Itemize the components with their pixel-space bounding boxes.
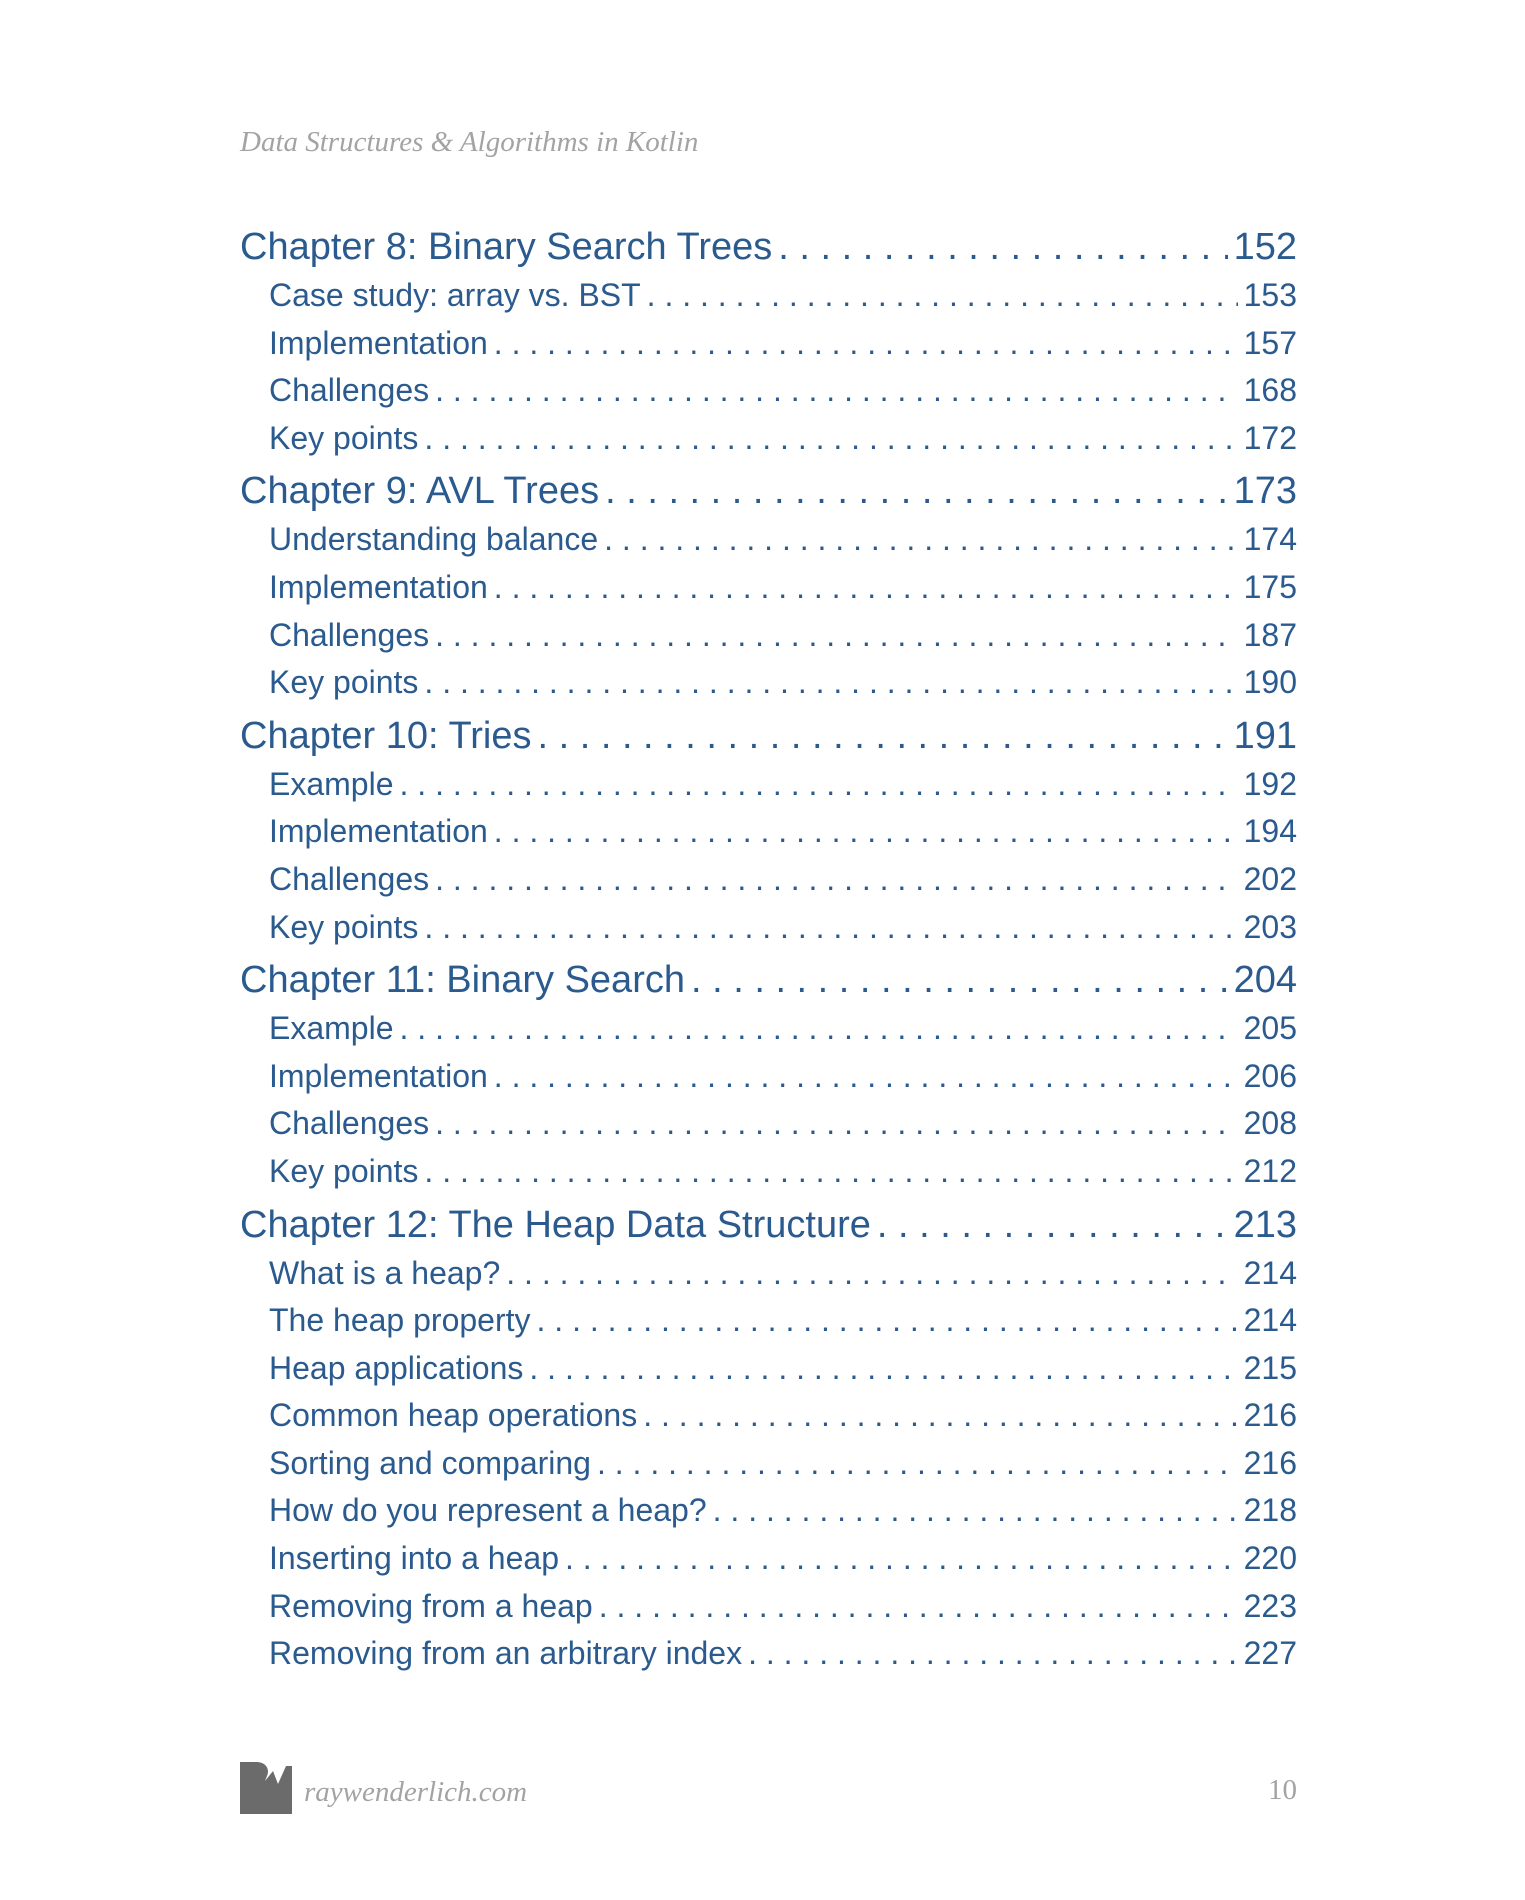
toc-dot-leader bbox=[565, 1535, 1238, 1583]
toc-dot-leader bbox=[400, 1005, 1238, 1053]
raywenderlich-logo-icon bbox=[240, 1762, 292, 1814]
toc-dot-leader bbox=[537, 711, 1227, 761]
toc-chapter-page: 204 bbox=[1233, 959, 1297, 1002]
toc-dot-leader bbox=[599, 1583, 1238, 1631]
toc-chapter-page: 152 bbox=[1233, 226, 1297, 268]
toc-section-title: Example bbox=[269, 765, 394, 802]
toc-chapter-page: 173 bbox=[1233, 470, 1297, 513]
toc-dot-leader bbox=[494, 320, 1238, 368]
toc-section-title: Key points bbox=[269, 419, 419, 456]
toc-section-page: 206 bbox=[1243, 1057, 1297, 1094]
toc-section-page: 212 bbox=[1243, 1152, 1297, 1189]
toc-chapter-10 bbox=[240, 711, 1297, 951]
toc-section-page: 227 bbox=[1243, 1635, 1297, 1672]
toc-dot-leader bbox=[424, 904, 1237, 952]
toc-section-link[interactable] bbox=[240, 761, 1297, 809]
toc-section-title: Removing from a heap bbox=[269, 1587, 593, 1624]
toc-section-title: Key points bbox=[269, 664, 419, 701]
toc-section-title: Example bbox=[269, 1010, 394, 1047]
toc-section-title: Challenges bbox=[269, 616, 430, 653]
toc-dot-leader bbox=[494, 808, 1238, 856]
running-header-book-title: Data Structures & Algorithms in Kotlin bbox=[240, 126, 699, 158]
toc-section-link[interactable] bbox=[240, 1297, 1297, 1345]
toc-section-link[interactable] bbox=[240, 1148, 1297, 1196]
toc-section-page: 223 bbox=[1243, 1587, 1297, 1624]
toc-section-link[interactable] bbox=[240, 856, 1297, 904]
toc-dot-leader bbox=[647, 272, 1238, 320]
toc-chapter-title: Chapter 9: AVL Trees bbox=[240, 470, 600, 513]
toc-section-title: Challenges bbox=[269, 860, 430, 897]
toc-section-page: 157 bbox=[1243, 324, 1297, 361]
toc-chapter-11 bbox=[240, 955, 1297, 1195]
toc-section-title: Common heap operations bbox=[269, 1397, 638, 1434]
toc-chapter-title: Chapter 8: Binary Search Trees bbox=[240, 226, 773, 268]
toc-section-title: Implementation bbox=[269, 324, 488, 361]
toc-section-link[interactable] bbox=[240, 1440, 1297, 1488]
toc-dot-leader bbox=[778, 222, 1227, 272]
toc-section-title: Heap applications bbox=[269, 1349, 524, 1386]
toc-dot-leader bbox=[435, 1100, 1238, 1148]
footer-page-number: 10 bbox=[1268, 1774, 1297, 1806]
toc-dot-leader bbox=[877, 1200, 1228, 1250]
toc-section-link[interactable] bbox=[240, 564, 1297, 612]
toc-section-title: Challenges bbox=[269, 372, 430, 409]
toc-dot-leader bbox=[691, 955, 1228, 1005]
toc-section-page: 214 bbox=[1243, 1302, 1297, 1339]
toc-chapter-title: Chapter 10: Tries bbox=[240, 714, 532, 757]
toc-dot-leader bbox=[597, 1440, 1238, 1488]
toc-section-title: Understanding balance bbox=[269, 521, 599, 558]
toc-section-title: What is a heap? bbox=[269, 1254, 501, 1291]
toc-dot-leader bbox=[605, 466, 1228, 516]
toc-section-link[interactable] bbox=[240, 1392, 1297, 1440]
toc-section-page: 172 bbox=[1243, 419, 1297, 456]
toc-chapter-9 bbox=[240, 466, 1297, 706]
toc-dot-leader bbox=[435, 367, 1238, 415]
toc-section-link[interactable] bbox=[240, 415, 1297, 463]
toc-section-link[interactable] bbox=[240, 320, 1297, 368]
toc-chapter-title: Chapter 12: The Heap Data Structure bbox=[240, 1203, 871, 1246]
toc-section-title: Key points bbox=[269, 1152, 419, 1189]
toc-dot-leader bbox=[424, 415, 1237, 463]
toc-section-page: 168 bbox=[1243, 372, 1297, 409]
footer-site-name: raywenderlich.com bbox=[304, 1776, 528, 1808]
toc-section-page: 194 bbox=[1243, 813, 1297, 850]
toc-section-page: 216 bbox=[1243, 1444, 1297, 1481]
toc-section-page: 187 bbox=[1243, 616, 1297, 653]
toc-section-page: 153 bbox=[1243, 277, 1297, 313]
toc-section-page: 203 bbox=[1243, 908, 1297, 945]
toc-dot-leader bbox=[494, 564, 1238, 612]
toc-dot-leader bbox=[400, 761, 1238, 809]
toc-section-title: Case study: array vs. BST bbox=[269, 277, 641, 313]
toc-section-page: 174 bbox=[1243, 521, 1297, 558]
toc-section-link[interactable] bbox=[240, 516, 1297, 564]
toc-section-page: 205 bbox=[1243, 1010, 1297, 1047]
toc-section-page: 202 bbox=[1243, 860, 1297, 897]
toc-dot-leader bbox=[494, 1053, 1238, 1101]
toc-chapter-link[interactable] bbox=[240, 222, 1297, 272]
toc-dot-leader bbox=[643, 1392, 1237, 1440]
toc-section-link[interactable] bbox=[240, 1487, 1297, 1535]
toc-section-page: 220 bbox=[1243, 1540, 1297, 1577]
toc-section-title: How do you represent a heap? bbox=[269, 1492, 707, 1529]
toc-section-link[interactable] bbox=[240, 808, 1297, 856]
toc-section-page: 208 bbox=[1243, 1105, 1297, 1142]
toc-section-link[interactable] bbox=[240, 1583, 1297, 1631]
toc-section-link[interactable] bbox=[240, 1535, 1297, 1583]
toc-dot-leader bbox=[529, 1345, 1237, 1393]
toc-section-link[interactable] bbox=[240, 612, 1297, 660]
toc-section-title: Implementation bbox=[269, 1057, 488, 1094]
toc-section-link[interactable] bbox=[240, 904, 1297, 952]
toc-chapter-link[interactable] bbox=[240, 711, 1297, 761]
toc-dot-leader bbox=[506, 1250, 1237, 1298]
toc-chapter-link[interactable] bbox=[240, 466, 1297, 516]
toc-dot-leader bbox=[424, 659, 1237, 707]
toc-dot-leader bbox=[424, 1148, 1237, 1196]
toc-section-title: Implementation bbox=[269, 813, 488, 850]
toc-section-page: 192 bbox=[1243, 765, 1297, 802]
toc-section-link[interactable] bbox=[240, 1005, 1297, 1053]
toc-section-link[interactable] bbox=[240, 1053, 1297, 1101]
toc-section-page: 175 bbox=[1243, 568, 1297, 605]
toc-section-title: Inserting into a heap bbox=[269, 1540, 559, 1577]
toc-section-title: Sorting and comparing bbox=[269, 1444, 591, 1481]
table-of-contents bbox=[240, 222, 1297, 1682]
toc-chapter-link[interactable] bbox=[240, 955, 1297, 1005]
toc-section-link[interactable] bbox=[240, 1100, 1297, 1148]
toc-section-page: 190 bbox=[1243, 664, 1297, 701]
toc-chapter-8 bbox=[240, 222, 1297, 462]
toc-section-link[interactable] bbox=[240, 659, 1297, 707]
toc-section-link[interactable] bbox=[240, 1250, 1297, 1298]
toc-chapter-12 bbox=[240, 1200, 1297, 1678]
toc-section-page: 214 bbox=[1243, 1254, 1297, 1291]
toc-chapter-page: 191 bbox=[1233, 714, 1297, 757]
toc-chapter-link[interactable] bbox=[240, 1200, 1297, 1250]
toc-section-page: 216 bbox=[1243, 1397, 1297, 1434]
toc-section-title: Challenges bbox=[269, 1105, 430, 1142]
toc-section-link[interactable] bbox=[240, 1345, 1297, 1393]
toc-section-page: 215 bbox=[1243, 1349, 1297, 1386]
toc-section-link[interactable] bbox=[240, 1630, 1297, 1678]
toc-dot-leader bbox=[537, 1297, 1238, 1345]
toc-section-title: Removing from an arbitrary index bbox=[269, 1635, 743, 1672]
toc-dot-leader bbox=[748, 1630, 1238, 1678]
toc-section-title: Key points bbox=[269, 908, 419, 945]
toc-section-page: 218 bbox=[1243, 1492, 1297, 1529]
toc-section-title: Implementation bbox=[269, 568, 488, 605]
toc-chapter-title: Chapter 11: Binary Search bbox=[240, 959, 685, 1002]
toc-dot-leader bbox=[713, 1487, 1238, 1535]
toc-dot-leader bbox=[435, 856, 1238, 904]
toc-section-link[interactable] bbox=[240, 272, 1297, 320]
toc-dot-leader bbox=[604, 516, 1237, 564]
toc-section-link[interactable] bbox=[240, 367, 1297, 415]
toc-chapter-page: 213 bbox=[1233, 1203, 1297, 1246]
toc-dot-leader bbox=[435, 612, 1238, 660]
toc-section-title: The heap property bbox=[269, 1302, 531, 1339]
